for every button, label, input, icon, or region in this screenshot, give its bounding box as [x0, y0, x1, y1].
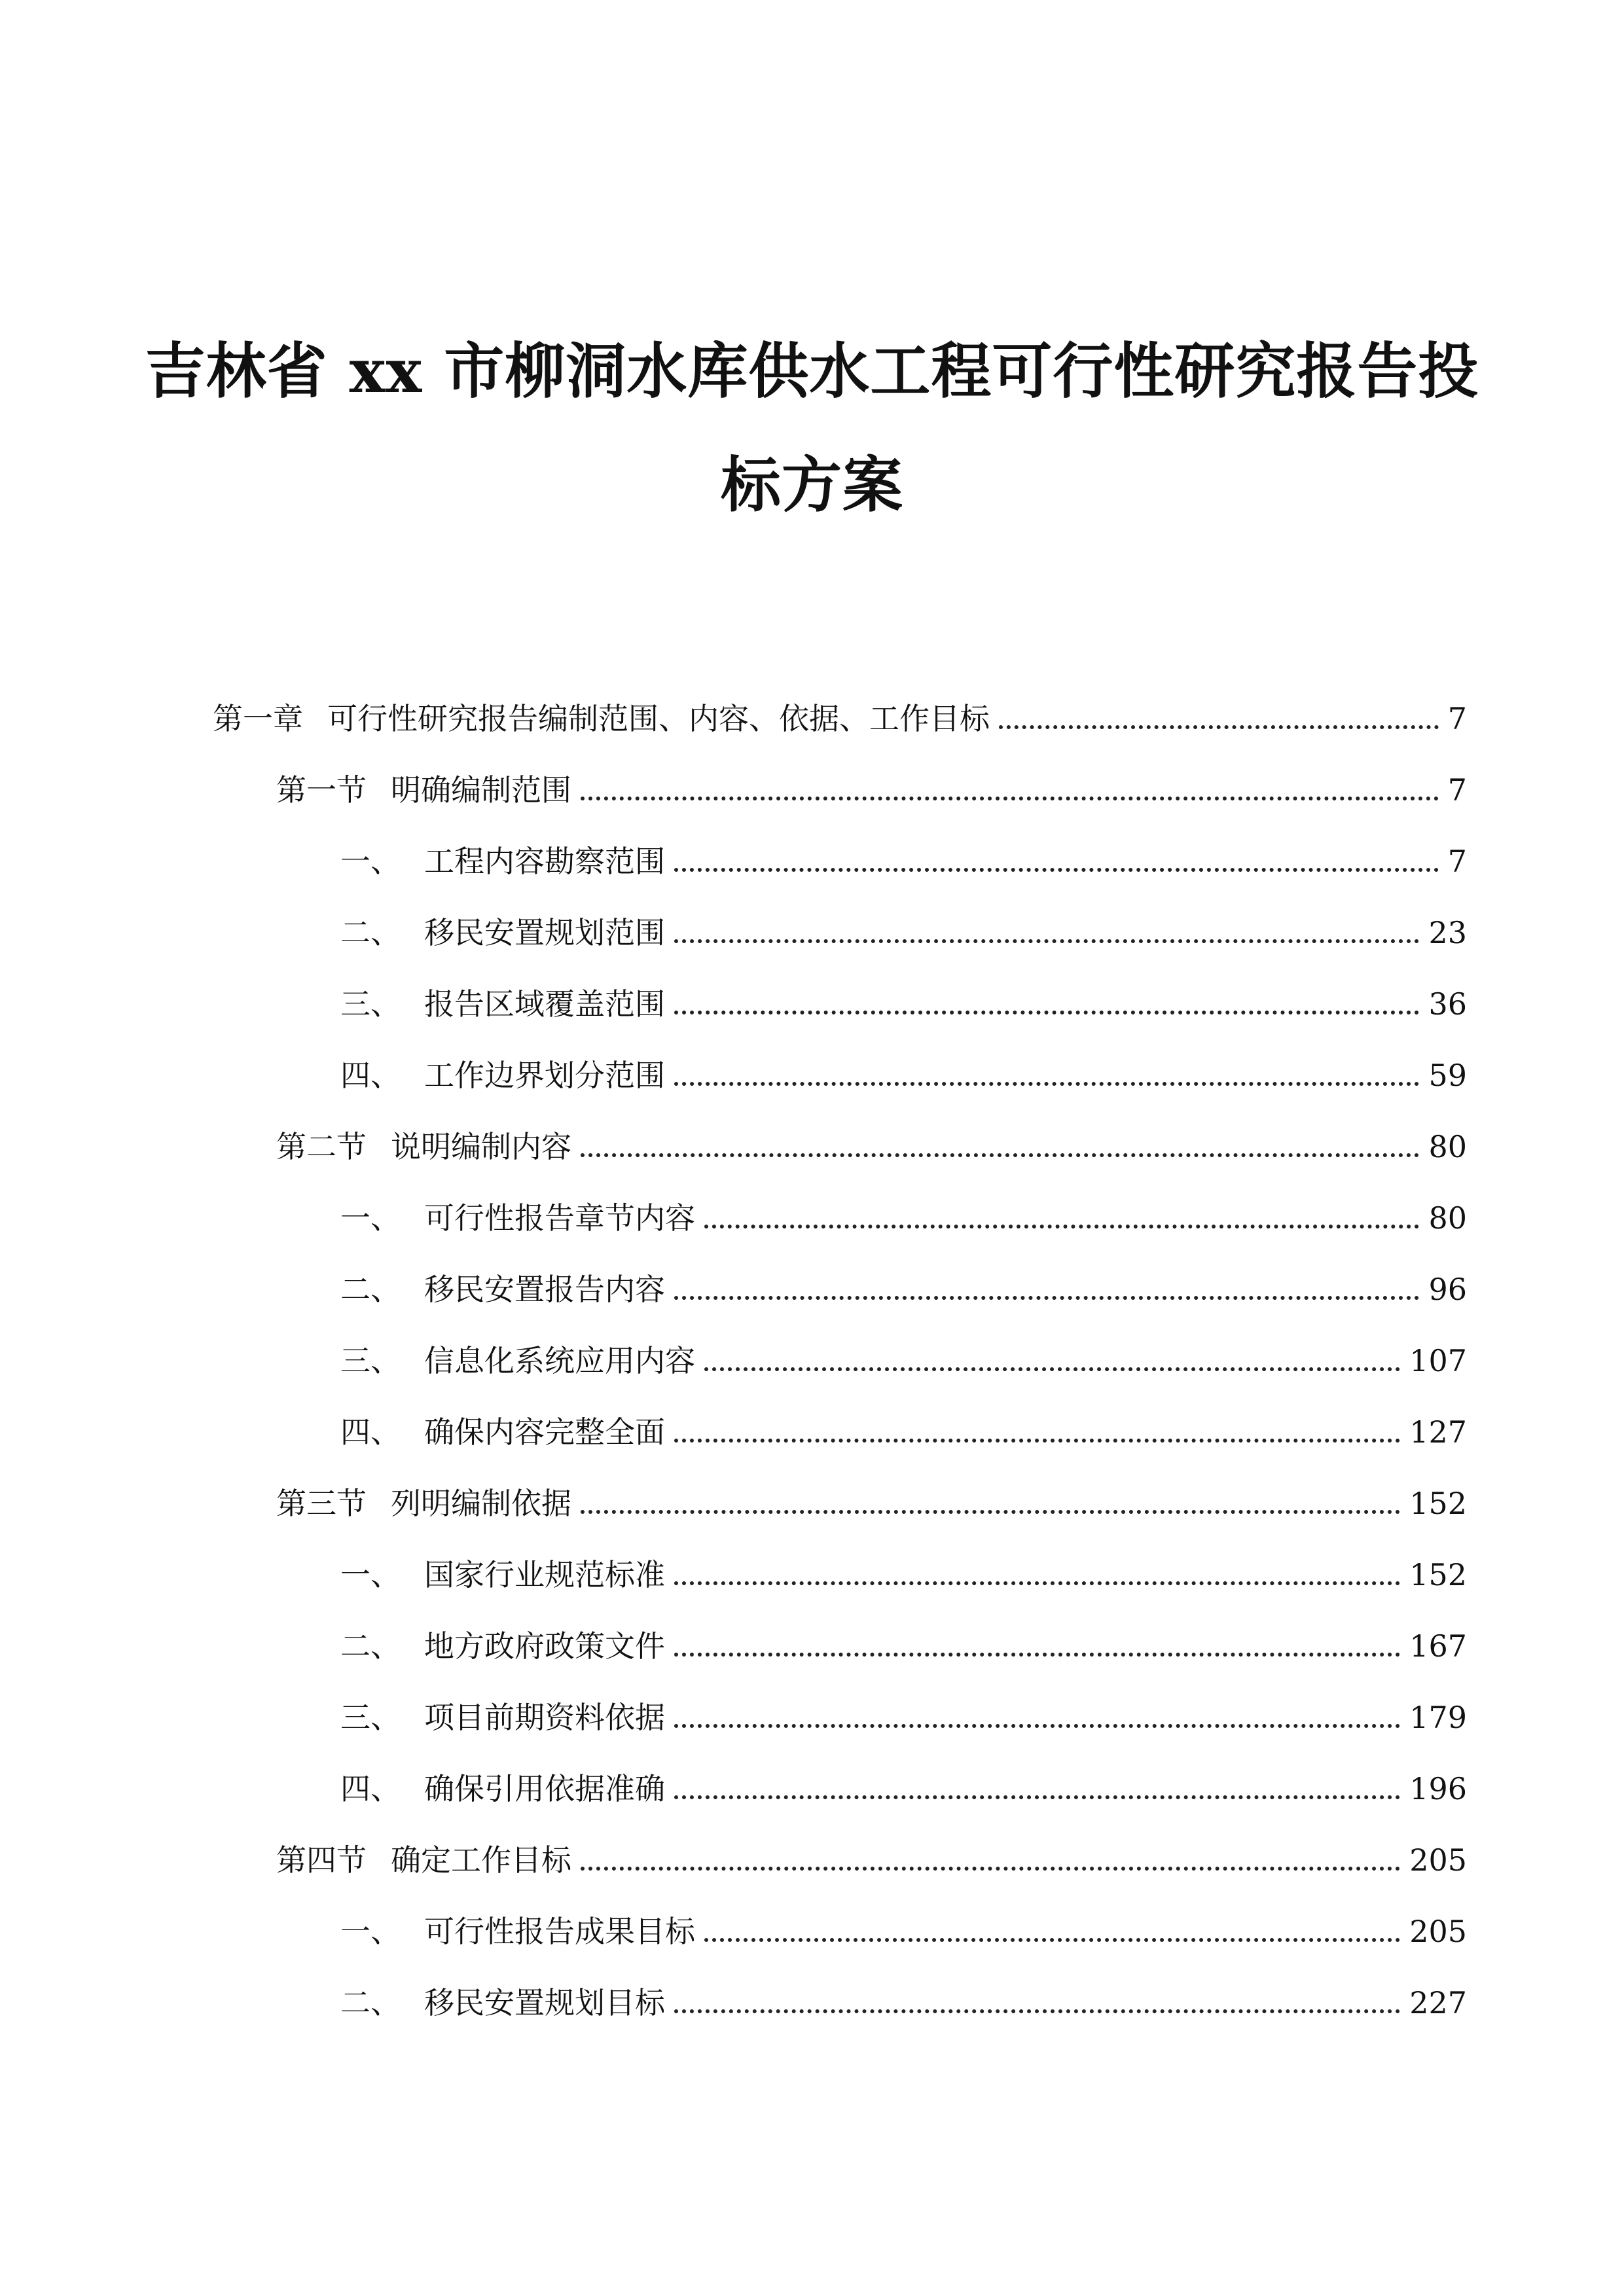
toc-entry-item[interactable]	[340, 1983, 1467, 2022]
toc-entry-page: 227	[1409, 1985, 1467, 2020]
toc-entry-page: 196	[1409, 1771, 1467, 1806]
toc-entry-label: 国家行业规范标准	[424, 1557, 665, 1592]
toc-entry-page: 127	[1409, 1414, 1467, 1450]
toc-dot-leader	[674, 1439, 1400, 1443]
toc-entry-prefix: 四、	[340, 1771, 401, 1806]
toc-entry-prefix: 二、	[340, 1985, 401, 2020]
toc-entry-label: 工程内容勘察范围	[424, 844, 665, 879]
toc-entry-page: 205	[1409, 1842, 1467, 1878]
toc-entry-page: 107	[1409, 1343, 1467, 1378]
toc-dot-leader	[674, 2009, 1400, 2013]
toc-dot-leader	[704, 1938, 1400, 1942]
toc-entry-label: 确保引用依据准确	[424, 1771, 665, 1806]
toc-entry-prefix: 三、	[340, 1700, 401, 1735]
toc-entry-page: 36	[1428, 986, 1467, 1022]
toc-entry-label: 项目前期资料依据	[424, 1700, 665, 1735]
toc-entry-section-3[interactable]	[276, 1484, 1467, 1523]
toc-entry-label: 报告区域覆盖范围	[424, 986, 665, 1022]
toc-entry-label: 明确编制范围	[391, 772, 571, 808]
toc-dot-leader	[581, 797, 1439, 800]
toc-entry-label: 工作边界划分范围	[424, 1058, 665, 1093]
toc-entry-page: 7	[1447, 844, 1467, 879]
toc-entry-page: 152	[1409, 1557, 1467, 1592]
toc-entry-page: 7	[1447, 772, 1467, 808]
toc-dot-leader	[674, 1082, 1419, 1086]
toc-entry-label: 列明编制依据	[391, 1486, 571, 1521]
toc-entry-prefix: 第一章	[213, 701, 303, 736]
toc-entry-item[interactable]	[340, 1626, 1467, 1666]
toc-dot-leader	[674, 1581, 1400, 1585]
toc-dot-leader	[674, 868, 1439, 872]
toc-entry-page: 80	[1428, 1129, 1467, 1164]
toc-entry-page: 152	[1409, 1486, 1467, 1521]
toc-entry-item[interactable]	[340, 1912, 1467, 1951]
toc-dot-leader	[581, 1867, 1400, 1871]
toc-entry-prefix: 三、	[340, 986, 401, 1022]
toc-entry-label: 可行性报告成果目标	[424, 1914, 695, 1949]
toc-entry-label: 可行性研究报告编制范围、内容、依据、工作目标	[327, 701, 990, 736]
toc-entry-prefix: 二、	[340, 915, 401, 950]
toc-entry-label: 确定工作目标	[391, 1842, 571, 1878]
toc-dot-leader	[704, 1367, 1400, 1371]
toc-entry-page: 205	[1409, 1914, 1467, 1949]
toc-dot-leader	[674, 1011, 1419, 1014]
toc-dot-leader	[999, 725, 1439, 729]
toc-entry-section-4[interactable]	[276, 1840, 1467, 1880]
toc-entry-label: 移民安置规划目标	[424, 1985, 665, 2020]
toc-entry-item[interactable]	[340, 984, 1467, 1024]
toc-entry-label: 信息化系统应用内容	[424, 1343, 695, 1378]
toc-entry-chapter-1[interactable]	[213, 699, 1467, 738]
toc-entry-item[interactable]	[340, 842, 1467, 881]
toc-dot-leader	[674, 1296, 1419, 1300]
toc-entry-page: 23	[1428, 915, 1467, 950]
toc-entry-item[interactable]	[340, 913, 1467, 952]
toc-entry-prefix: 第二节	[276, 1129, 367, 1164]
toc-entry-item[interactable]	[340, 1412, 1467, 1452]
toc-entry-item[interactable]	[340, 1341, 1467, 1380]
toc-entry-label: 地方政府政策文件	[424, 1628, 665, 1664]
toc-entry-prefix: 一、	[340, 1914, 401, 1949]
toc-entry-prefix: 一、	[340, 844, 401, 879]
toc-entry-prefix: 第四节	[276, 1842, 367, 1878]
toc-entry-item[interactable]	[340, 1698, 1467, 1737]
toc-entry-prefix: 二、	[340, 1628, 401, 1664]
toc-dot-leader	[704, 1225, 1419, 1229]
toc-entry-prefix: 三、	[340, 1343, 401, 1378]
toc-entry-section-2[interactable]	[276, 1127, 1467, 1166]
toc-entry-label: 移民安置规划范围	[424, 915, 665, 950]
toc-entry-page: 7	[1447, 701, 1467, 736]
toc-entry-page: 80	[1428, 1200, 1467, 1236]
toc-entry-prefix: 第一节	[276, 772, 367, 808]
toc-entry-page: 179	[1409, 1700, 1467, 1735]
toc-dot-leader	[581, 1153, 1419, 1157]
toc-entry-label: 确保内容完整全面	[424, 1414, 665, 1450]
toc-entry-page: 59	[1428, 1058, 1467, 1093]
toc-entry-item[interactable]	[340, 1198, 1467, 1238]
toc-dot-leader	[581, 1510, 1400, 1514]
toc-entry-item[interactable]	[340, 1270, 1467, 1309]
toc-entry-label: 移民安置报告内容	[424, 1272, 665, 1307]
toc-entry-label: 说明编制内容	[391, 1129, 571, 1164]
toc-entry-prefix: 四、	[340, 1414, 401, 1450]
toc-entry-prefix: 第三节	[276, 1486, 367, 1521]
toc-entry-prefix: 四、	[340, 1058, 401, 1093]
toc-entry-item[interactable]	[340, 1056, 1467, 1095]
toc-entry-item[interactable]	[340, 1555, 1467, 1594]
toc-entry-label: 可行性报告章节内容	[424, 1200, 695, 1236]
toc-entry-prefix: 二、	[340, 1272, 401, 1307]
toc-entry-section-1[interactable]	[276, 770, 1467, 810]
toc-entry-page: 96	[1428, 1272, 1467, 1307]
toc-entry-prefix: 一、	[340, 1557, 401, 1592]
toc-dot-leader	[674, 1724, 1400, 1728]
document-title-line-2: 标方案	[720, 450, 903, 520]
toc-entry-page: 167	[1409, 1628, 1467, 1664]
toc-dot-leader	[674, 1653, 1400, 1657]
document-title-line-1: 吉林省 xx 市柳洞水库供水工程可行性研究报告投	[145, 336, 1479, 406]
toc-entry-prefix: 一、	[340, 1200, 401, 1236]
toc-dot-leader	[674, 939, 1419, 943]
toc-entry-item[interactable]	[340, 1769, 1467, 1808]
toc-dot-leader	[674, 1795, 1400, 1799]
